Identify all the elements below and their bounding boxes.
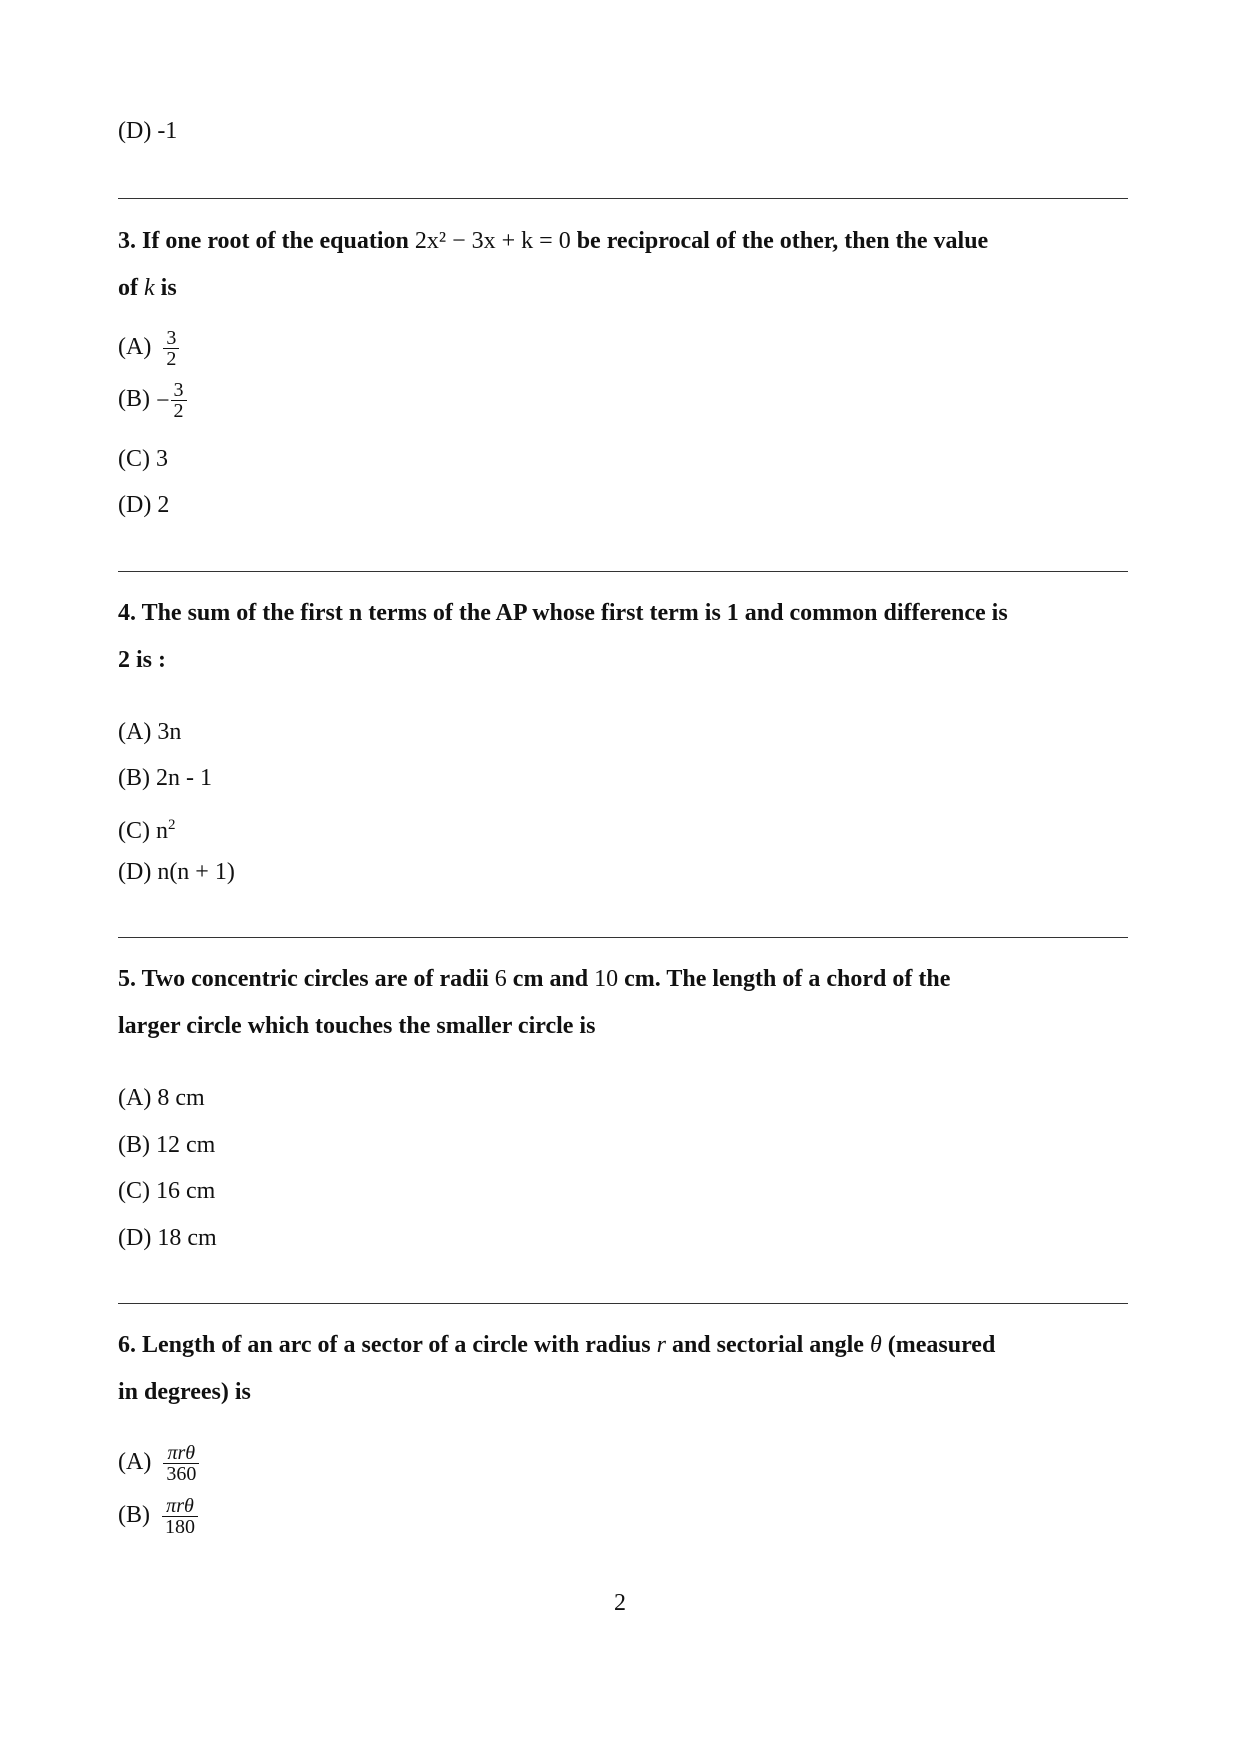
question-6 [118, 1322, 1128, 1416]
q4-text-1: 4. The sum of the first n terms of the AP whose first term is 1 and common difference is [118, 600, 1008, 626]
q4-option-c [118, 810, 176, 846]
q4-option-a: (A) 3n [118, 719, 182, 745]
q3-option-b [118, 380, 187, 421]
q6-b-numerator: πrθ [166, 1495, 194, 1517]
q6-a-denominator: 360 [166, 1463, 197, 1485]
q6-option-a-label: (A) [118, 1449, 152, 1476]
divider-1 [118, 198, 1128, 199]
q5-radius-1: 6 [494, 966, 507, 992]
q5-text-3: cm. The length of a chord of the [624, 966, 951, 992]
q6-option-b-fraction [162, 1496, 198, 1537]
q6-variable-r: r [656, 1332, 666, 1358]
q6-text-2: and sectorial angle [671, 1332, 864, 1358]
page-number: 2 [614, 1590, 626, 1616]
divider-3 [118, 937, 1128, 938]
q6-text-3: (measured [887, 1332, 996, 1358]
q3-variable-k: k [144, 275, 155, 301]
q6-option-b-label: (B) [118, 1502, 150, 1529]
q4-option-c-exponent: 2 [168, 817, 176, 833]
q6-text-4: in degrees) is [118, 1379, 251, 1405]
q3-a-denominator: 2 [166, 348, 177, 370]
q3-option-b-label: (B) [118, 386, 150, 413]
question-5 [118, 956, 1128, 1050]
q6-option-a-fraction [163, 1443, 199, 1484]
question-3 [118, 218, 1128, 312]
q4-option-c-base: (C) n [118, 818, 168, 844]
q3-text-1: 3. If one root of the equation [118, 228, 409, 254]
q5-option-a: (A) 8 cm [118, 1085, 205, 1111]
q6-variable-theta: θ [869, 1332, 882, 1358]
q3-equation: 2x² − 3x + k = 0 [414, 228, 571, 254]
q4-text-2: 2 is : [118, 647, 166, 673]
q3-option-d: (D) 2 [118, 492, 170, 518]
q5-radius-2: 10 [594, 966, 619, 992]
q3-option-a-label: (A) [118, 334, 152, 361]
q3-text-2: be reciprocal of the other, then the value [576, 228, 989, 254]
q4-option-d: (D) n(n + 1) [118, 859, 235, 885]
q5-option-d: (D) 18 cm [118, 1225, 217, 1251]
q3-text-4: is [160, 275, 177, 301]
q6-option-b [118, 1496, 198, 1537]
q2-option-d: (D) -1 [118, 118, 178, 144]
q5-text-4: larger circle which touches the smaller circle is [118, 1013, 596, 1039]
q3-a-numerator: 3 [166, 327, 177, 349]
q5-text-2: cm and [512, 966, 589, 992]
q3-option-a [118, 328, 179, 369]
question-4 [118, 590, 1128, 684]
q6-text-1: 6. Length of an arc of a sector of a circle with radius [118, 1332, 651, 1358]
q6-b-denominator: 180 [165, 1516, 195, 1538]
q4-option-b: (B) 2n - 1 [118, 765, 212, 791]
q6-option-a [118, 1443, 199, 1484]
q3-option-a-fraction [163, 328, 179, 369]
divider-4 [118, 1303, 1128, 1304]
q5-text-1: 5. Two concentric circles are of radii [118, 966, 489, 992]
q3-b-numerator: 3 [173, 379, 184, 401]
divider-2 [118, 571, 1128, 572]
q3-text-3: of [118, 275, 138, 301]
q5-option-b: (B) 12 cm [118, 1132, 216, 1158]
q3-b-denominator: 2 [173, 400, 184, 422]
q3-option-c: (C) 3 [118, 446, 168, 472]
q3-option-b-sign: − [156, 387, 170, 414]
q6-a-numerator: πrθ [167, 1442, 196, 1464]
q5-option-c: (C) 16 cm [118, 1178, 216, 1204]
q3-option-b-fraction [171, 380, 187, 421]
